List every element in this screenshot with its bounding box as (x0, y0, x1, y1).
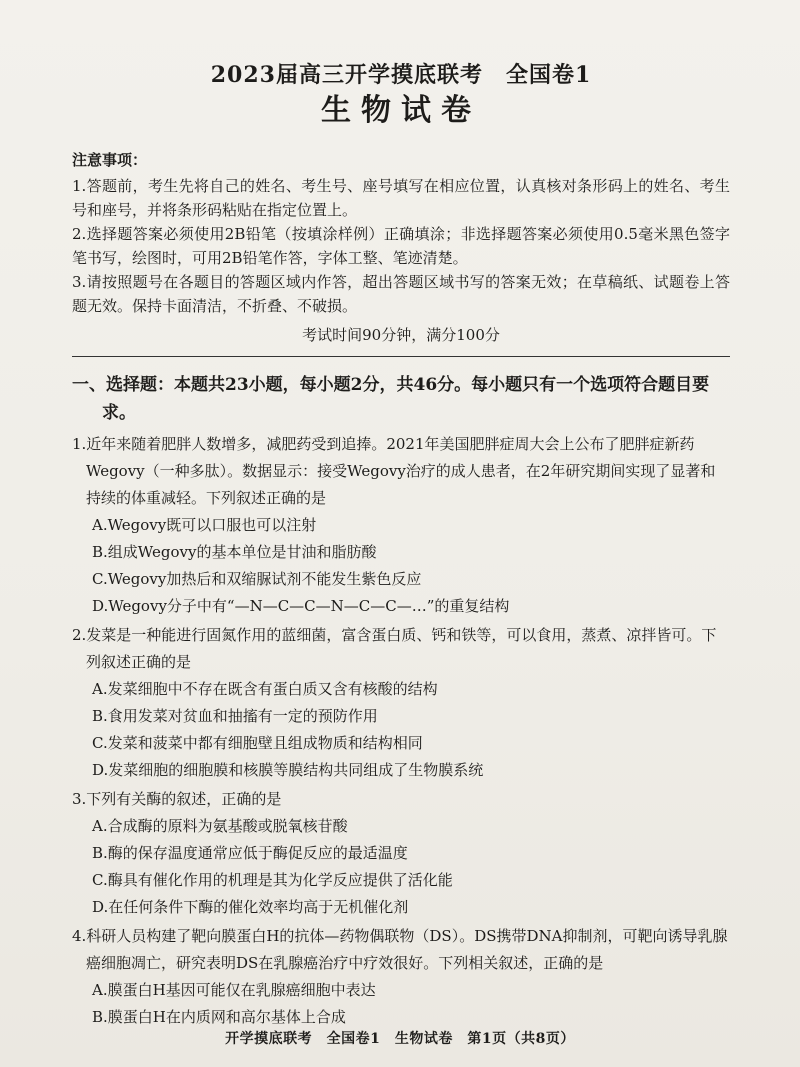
question-stem: 1.近年来随着肥胖人数增多，减肥药受到追捧。2021年美国肥胖症周大会上公布了肥胖症新药Wegovy（一种多肽）。数据显示：接受Wegovy治疗的成人患者，在2年研究期间实现了显著和持续的体重减轻。下列叙述正确的是 (72, 435, 716, 507)
divider (72, 356, 730, 357)
option-a: A.膜蛋白H基因可能仅在乳腺癌细胞中表达 (92, 981, 376, 999)
question-4 (72, 923, 730, 1031)
question-1 (72, 431, 730, 620)
question-3 (72, 786, 730, 921)
option-d: D.在任何条件下酶的催化效率均高于无机催化剂 (92, 898, 409, 916)
exam-title: 2023届高三开学摸底联考 全国卷1 (210, 62, 592, 88)
option-a: A.合成酶的原料为氨基酸或脱氧核苷酸 (92, 817, 348, 835)
notice-block (72, 148, 730, 348)
page-footer: 开学摸底联考 全国卷1 生物试卷 第1页（共8页） (225, 1031, 575, 1047)
option-b: B.组成Wegovy的基本单位是甘油和脂肪酸 (92, 543, 377, 561)
section-heading: 一、选择题：本题共23小题，每小题2分，共46分。每小题只有一个选项符合题目要求。 (72, 375, 710, 423)
subject-title: 生物试卷 (321, 93, 481, 128)
question-2 (72, 622, 730, 784)
notice-heading: 注意事项： (72, 151, 148, 169)
option-c: C.Wegovy加热后和双缩脲试剂不能发生紫色反应 (92, 570, 422, 588)
option-d: D.发菜细胞的细胞膜和核膜等膜结构共同组成了生物膜系统 (92, 761, 484, 779)
question-stem: 4.科研人员构建了靶向膜蛋白H的抗体—药物偶联物（DS）。DS携带DNA抑制剂，可靶向诱导乳腺癌细胞凋亡，研究表明DS在乳腺癌治疗中疗效很好。下列相关叙述，正确的是 (72, 927, 728, 972)
question-stem: 3.下列有关酶的叙述，正确的是 (72, 790, 282, 808)
notice-item-1: 1.答题前，考生先将自己的姓名、考生号、座号填写在相应位置，认真核对条形码上的姓名、考生号和座号，并将条形码粘贴在指定位置上。 (72, 177, 730, 219)
option-a: A.发菜细胞中不存在既含有蛋白质又含有核酸的结构 (92, 680, 438, 698)
notice-item-3: 3.请按照题号在各题目的答题区域内作答，超出答题区域书写的答案无效；在草稿纸、试题卷上答题无效。保持卡面清洁，不折叠、不破损。 (72, 273, 730, 315)
question-stem: 2.发菜是一种能进行固氮作用的蓝细菌，富含蛋白质、钙和铁等，可以食用，蒸煮、凉拌皆可。下列叙述正确的是 (72, 626, 717, 671)
option-c: C.发菜和菠菜中都有细胞壁且组成物质和结构相同 (92, 734, 423, 752)
exam-time-score: 考试时间90分钟，满分100分 (302, 326, 500, 344)
option-b: B.酶的保存温度通常应低于酶促反应的最适温度 (92, 844, 408, 862)
option-c: C.酶具有催化作用的机理是其为化学反应提供了活化能 (92, 871, 453, 889)
option-b: B.食用发菜对贫血和抽搐有一定的预防作用 (92, 707, 378, 725)
option-b: B.膜蛋白H在内质网和高尔基体上合成 (92, 1008, 346, 1026)
option-a: A.Wegovy既可以口服也可以注射 (92, 516, 317, 534)
option-d: D.Wegovy分子中有“—N—C—C—N—C—C—…”的重复结构 (92, 597, 510, 615)
notice-item-2: 2.选择题答案必须使用2B铅笔（按填涂样例）正确填涂；非选择题答案必须使用0.5毫米黑色签字笔书写，绘图时，可用2B铅笔作答，字体工整、笔迹清楚。 (72, 225, 730, 267)
